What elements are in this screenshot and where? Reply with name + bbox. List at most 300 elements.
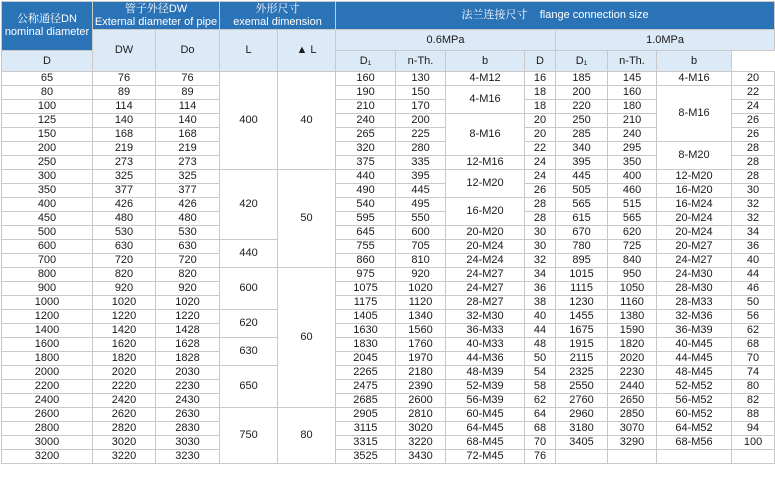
cell-do: 1428 — [156, 324, 220, 338]
cell-dw: 1420 — [93, 324, 156, 338]
col-nth: n-Th. — [396, 51, 446, 72]
cell-d1: 3430 — [396, 450, 446, 464]
cell-b-10: 94 — [732, 422, 775, 436]
cell-dn: 3200 — [2, 450, 93, 464]
cell-d-10: 185 — [556, 72, 608, 86]
cell-dn: 300 — [2, 170, 93, 184]
table-row — [2, 450, 775, 464]
cell-d1-10: 1160 — [608, 296, 657, 310]
cell-nth-10 — [657, 450, 732, 464]
cell-do: 720 — [156, 254, 220, 268]
cell-d1: 1970 — [396, 352, 446, 366]
col-d-10: D — [525, 51, 556, 72]
cell-dn: 1000 — [2, 296, 93, 310]
cell-l: 620 — [220, 310, 278, 338]
table-row — [2, 170, 775, 184]
cell-l: 630 — [220, 338, 278, 366]
table-row — [2, 226, 775, 240]
cell-nth: 16-M20 — [446, 198, 525, 226]
col-d1-10: D₁ — [556, 51, 608, 72]
cell-b: 48 — [525, 338, 556, 352]
cell-do: 140 — [156, 114, 220, 128]
cell-d: 440 — [336, 170, 396, 184]
table-row — [2, 296, 775, 310]
cell-d: 3315 — [336, 436, 396, 450]
cell-nth-10: 24-M27 — [657, 254, 732, 268]
cell-dw: 1820 — [93, 352, 156, 366]
cell-nth-10: 28-M30 — [657, 282, 732, 296]
cell-do: 219 — [156, 142, 220, 156]
header-dimension: 外形尺寸 exemal dimension — [220, 2, 336, 30]
cell-b: 18 — [525, 100, 556, 114]
cell-d1: 280 — [396, 142, 446, 156]
header-flange: 法兰连接尺寸 flange connection size — [336, 2, 775, 30]
cell-dw: 720 — [93, 254, 156, 268]
cell-d1-10: 400 — [608, 170, 657, 184]
cell-d1-10: 210 — [608, 114, 657, 128]
cell-dn: 500 — [2, 226, 93, 240]
cell-d: 755 — [336, 240, 396, 254]
cell-dw: 3020 — [93, 436, 156, 450]
cell-b-10: 70 — [732, 352, 775, 366]
table-row — [2, 310, 775, 324]
cell-nth-10: 8-M20 — [657, 142, 732, 170]
cell-d1-10: 515 — [608, 198, 657, 212]
cell-nth: 72-M45 — [446, 450, 525, 464]
cell-nth-10: 28-M33 — [657, 296, 732, 310]
cell-nth: 56-M39 — [446, 394, 525, 408]
cell-dw: 2220 — [93, 380, 156, 394]
cell-nth-10: 60-M52 — [657, 408, 732, 422]
cell-do: 1220 — [156, 310, 220, 324]
cell-dw: 820 — [93, 268, 156, 282]
cell-d: 2685 — [336, 394, 396, 408]
header-dn: 公称通径DN nominal diameter — [2, 2, 93, 51]
cell-do: 480 — [156, 212, 220, 226]
cell-d1-10: 350 — [608, 156, 657, 170]
cell-d: 190 — [336, 86, 396, 100]
cell-b-10: 56 — [732, 310, 775, 324]
cell-b-10 — [732, 450, 775, 464]
flange-spec-table — [1, 1, 775, 464]
cell-d: 3525 — [336, 450, 396, 464]
cell-dn: 900 — [2, 282, 93, 296]
header-1.0mpa: 1.0MPa — [556, 30, 775, 51]
cell-b-10: 34 — [732, 226, 775, 240]
cell-do: 530 — [156, 226, 220, 240]
cell-d-10: 3405 — [556, 436, 608, 450]
cell-nth-10: 48-M45 — [657, 366, 732, 380]
cell-b: 28 — [525, 212, 556, 226]
cell-b-10: 100 — [732, 436, 775, 450]
cell-dw: 377 — [93, 184, 156, 198]
cell-nth: 40-M33 — [446, 338, 525, 352]
cell-nth-10: 64-M52 — [657, 422, 732, 436]
cell-d1-10: 460 — [608, 184, 657, 198]
cell-d-10: 220 — [556, 100, 608, 114]
cell-do: 273 — [156, 156, 220, 170]
cell-d1: 810 — [396, 254, 446, 268]
cell-nth: 12-M16 — [446, 156, 525, 170]
cell-dw: 2820 — [93, 422, 156, 436]
cell-b-10: 30 — [732, 184, 775, 198]
cell-d1: 1760 — [396, 338, 446, 352]
cell-dw: 426 — [93, 198, 156, 212]
cell-d: 1630 — [336, 324, 396, 338]
cell-nth-10: 8-M16 — [657, 86, 732, 142]
cell-d: 490 — [336, 184, 396, 198]
cell-do: 2230 — [156, 380, 220, 394]
cell-nth: 64-M45 — [446, 422, 525, 436]
cell-d1-10: 565 — [608, 212, 657, 226]
cell-d-10: 2325 — [556, 366, 608, 380]
cell-b: 32 — [525, 254, 556, 268]
table-row — [2, 394, 775, 408]
cell-d1-10 — [608, 450, 657, 464]
cell-b-10: 22 — [732, 86, 775, 100]
cell-dw: 920 — [93, 282, 156, 296]
cell-dw: 89 — [93, 86, 156, 100]
cell-b: 54 — [525, 366, 556, 380]
cell-d-10: 2960 — [556, 408, 608, 422]
cell-b: 40 — [525, 310, 556, 324]
cell-b: 62 — [525, 394, 556, 408]
cell-dn: 3000 — [2, 436, 93, 450]
cell-dw: 1020 — [93, 296, 156, 310]
cell-dn: 350 — [2, 184, 93, 198]
cell-b-10: 50 — [732, 296, 775, 310]
cell-b: 30 — [525, 240, 556, 254]
cell-b: 44 — [525, 324, 556, 338]
cell-dn: 1800 — [2, 352, 93, 366]
cell-b: 38 — [525, 296, 556, 310]
cell-d1-10: 1820 — [608, 338, 657, 352]
cell-l: 440 — [220, 240, 278, 268]
cell-dn: 80 — [2, 86, 93, 100]
cell-do: 2430 — [156, 394, 220, 408]
table-row — [2, 436, 775, 450]
cell-d1-10: 1380 — [608, 310, 657, 324]
table-row — [2, 380, 775, 394]
cell-nth: 20-M24 — [446, 240, 525, 254]
cell-d: 2045 — [336, 352, 396, 366]
cell-dn: 2000 — [2, 366, 93, 380]
cell-d-10: 2760 — [556, 394, 608, 408]
cell-do: 3230 — [156, 450, 220, 464]
cell-d-10: 445 — [556, 170, 608, 184]
cell-do: 1020 — [156, 296, 220, 310]
cell-dn: 250 — [2, 156, 93, 170]
cell-dw: 530 — [93, 226, 156, 240]
cell-d1: 1020 — [396, 282, 446, 296]
cell-b: 24 — [525, 170, 556, 184]
cell-dw: 273 — [93, 156, 156, 170]
col-d: D — [2, 51, 93, 72]
cell-b-10: 68 — [732, 338, 775, 352]
cell-l: 750 — [220, 408, 278, 464]
cell-d-10: 3180 — [556, 422, 608, 436]
cell-b-10: 44 — [732, 268, 775, 282]
cell-d1: 2600 — [396, 394, 446, 408]
cell-dw: 2620 — [93, 408, 156, 422]
cell-d1: 130 — [396, 72, 446, 86]
cell-d-10: 505 — [556, 184, 608, 198]
cell-d-10: 1115 — [556, 282, 608, 296]
cell-d-10: 780 — [556, 240, 608, 254]
cell-d1-10: 2850 — [608, 408, 657, 422]
cell-b-10: 80 — [732, 380, 775, 394]
table-row — [2, 184, 775, 198]
cell-d-10: 1455 — [556, 310, 608, 324]
cell-d1: 1560 — [396, 324, 446, 338]
cell-b: 26 — [525, 184, 556, 198]
cell-nth-10: 4-M16 — [657, 72, 732, 86]
cell-d: 975 — [336, 268, 396, 282]
cell-nth: 32-M30 — [446, 310, 525, 324]
cell-do: 820 — [156, 268, 220, 282]
cell-d1-10: 840 — [608, 254, 657, 268]
cell-dn: 2600 — [2, 408, 93, 422]
cell-do: 3030 — [156, 436, 220, 450]
cell-d1-10: 2230 — [608, 366, 657, 380]
cell-b-10: 46 — [732, 282, 775, 296]
cell-b-10: 26 — [732, 114, 775, 128]
cell-nth-10: 20-M27 — [657, 240, 732, 254]
cell-dn: 400 — [2, 198, 93, 212]
cell-d1-10: 2020 — [608, 352, 657, 366]
cell-do: 89 — [156, 86, 220, 100]
cell-dw: 1620 — [93, 338, 156, 352]
cell-b-10: 74 — [732, 366, 775, 380]
cell-dn: 1200 — [2, 310, 93, 324]
cell-nth: 4-M16 — [446, 86, 525, 114]
cell-dn: 450 — [2, 212, 93, 226]
cell-d: 1405 — [336, 310, 396, 324]
cell-l2: 40 — [278, 72, 336, 170]
cell-d1: 150 — [396, 86, 446, 100]
cell-d1: 170 — [396, 100, 446, 114]
table-row — [2, 142, 775, 156]
cell-do: 2830 — [156, 422, 220, 436]
cell-nth-10: 20-M24 — [657, 226, 732, 240]
cell-b-10: 82 — [732, 394, 775, 408]
cell-dn: 2400 — [2, 394, 93, 408]
cell-d1: 445 — [396, 184, 446, 198]
cell-d1: 3220 — [396, 436, 446, 450]
cell-do: 1628 — [156, 338, 220, 352]
cell-d1-10: 3290 — [608, 436, 657, 450]
cell-b: 18 — [525, 86, 556, 100]
cell-do: 1828 — [156, 352, 220, 366]
cell-dw: 3220 — [93, 450, 156, 464]
cell-do: 426 — [156, 198, 220, 212]
cell-b: 68 — [525, 422, 556, 436]
cell-d-10: 2115 — [556, 352, 608, 366]
cell-nth: 12-M20 — [446, 170, 525, 198]
cell-b-10: 62 — [732, 324, 775, 338]
cell-d1-10: 1050 — [608, 282, 657, 296]
cell-nth: 52-M39 — [446, 380, 525, 394]
cell-d: 320 — [336, 142, 396, 156]
cell-l2: 50 — [278, 170, 336, 268]
cell-dn: 65 — [2, 72, 93, 86]
cell-d: 210 — [336, 100, 396, 114]
cell-d1: 200 — [396, 114, 446, 128]
cell-d1: 705 — [396, 240, 446, 254]
cell-nth: 24-M27 — [446, 282, 525, 296]
cell-b-10: 32 — [732, 198, 775, 212]
cell-d1-10: 1590 — [608, 324, 657, 338]
cell-nth: 60-M45 — [446, 408, 525, 422]
cell-b: 34 — [525, 268, 556, 282]
cell-b-10: 26 — [732, 128, 775, 142]
cell-b: 70 — [525, 436, 556, 450]
cell-d: 3115 — [336, 422, 396, 436]
table-row — [2, 212, 775, 226]
cell-nth-10: 44-M45 — [657, 352, 732, 366]
cell-b: 20 — [525, 128, 556, 142]
cell-dw: 168 — [93, 128, 156, 142]
cell-dn: 600 — [2, 240, 93, 254]
cell-do: 76 — [156, 72, 220, 86]
cell-dw: 114 — [93, 100, 156, 114]
cell-d1-10: 2650 — [608, 394, 657, 408]
cell-b: 20 — [525, 114, 556, 128]
cell-b: 16 — [525, 72, 556, 86]
cell-nth-10: 16-M20 — [657, 184, 732, 198]
cell-d-10: 250 — [556, 114, 608, 128]
col-l: L — [220, 30, 278, 72]
cell-b-10: 36 — [732, 240, 775, 254]
cell-nth-10: 20-M24 — [657, 212, 732, 226]
cell-d-10 — [556, 450, 608, 464]
table-row — [2, 254, 775, 268]
cell-d1: 2180 — [396, 366, 446, 380]
cell-dw: 2420 — [93, 394, 156, 408]
header-0.6mpa: 0.6MPa — [336, 30, 556, 51]
cell-d: 860 — [336, 254, 396, 268]
cell-nth: 36-M33 — [446, 324, 525, 338]
col-b: b — [446, 51, 525, 72]
cell-d: 645 — [336, 226, 396, 240]
cell-d1: 2390 — [396, 380, 446, 394]
table-row — [2, 268, 775, 282]
col-nth-10: n-Th. — [608, 51, 657, 72]
cell-l: 650 — [220, 366, 278, 408]
cell-b: 22 — [525, 142, 556, 156]
cell-dn: 700 — [2, 254, 93, 268]
cell-d1-10: 145 — [608, 72, 657, 86]
cell-b: 30 — [525, 226, 556, 240]
cell-nth-10: 56-M52 — [657, 394, 732, 408]
cell-nth-10: 40-M45 — [657, 338, 732, 352]
table-row — [2, 408, 775, 422]
cell-dw: 325 — [93, 170, 156, 184]
table-row — [2, 240, 775, 254]
cell-dn: 2800 — [2, 422, 93, 436]
cell-d-10: 670 — [556, 226, 608, 240]
cell-dw: 140 — [93, 114, 156, 128]
table-row — [2, 366, 775, 380]
cell-d1: 335 — [396, 156, 446, 170]
cell-d1: 495 — [396, 198, 446, 212]
cell-b: 58 — [525, 380, 556, 394]
table-row — [2, 86, 775, 100]
cell-d-10: 1230 — [556, 296, 608, 310]
table-row — [2, 338, 775, 352]
cell-b: 76 — [525, 450, 556, 464]
cell-nth: 48-M39 — [446, 366, 525, 380]
cell-d-10: 1675 — [556, 324, 608, 338]
cell-d1: 395 — [396, 170, 446, 184]
table-row — [2, 352, 775, 366]
cell-nth: 24-M27 — [446, 268, 525, 282]
cell-d-10: 285 — [556, 128, 608, 142]
cell-l: 420 — [220, 170, 278, 240]
cell-nth: 28-M27 — [446, 296, 525, 310]
cell-d: 2905 — [336, 408, 396, 422]
cell-dw: 219 — [93, 142, 156, 156]
cell-d: 1175 — [336, 296, 396, 310]
cell-d: 595 — [336, 212, 396, 226]
table-row — [2, 198, 775, 212]
cell-dn: 100 — [2, 100, 93, 114]
cell-d-10: 340 — [556, 142, 608, 156]
cell-nth-10: 16-M24 — [657, 198, 732, 212]
cell-d: 240 — [336, 114, 396, 128]
cell-d1: 550 — [396, 212, 446, 226]
cell-nth: 24-M24 — [446, 254, 525, 268]
cell-b-10: 20 — [732, 72, 775, 86]
cell-d1-10: 295 — [608, 142, 657, 156]
cell-b-10: 32 — [732, 212, 775, 226]
cell-d-10: 895 — [556, 254, 608, 268]
header-pipe-od: 管子外径DW External diameter of pipe — [93, 2, 220, 30]
cell-do: 325 — [156, 170, 220, 184]
cell-dw: 76 — [93, 72, 156, 86]
cell-d-10: 565 — [556, 198, 608, 212]
cell-d1-10: 2440 — [608, 380, 657, 394]
cell-d1-10: 160 — [608, 86, 657, 100]
cell-b-10: 88 — [732, 408, 775, 422]
cell-dn: 150 — [2, 128, 93, 142]
cell-b-10: 28 — [732, 156, 775, 170]
cell-nth: 20-M20 — [446, 226, 525, 240]
cell-d1: 2810 — [396, 408, 446, 422]
cell-nth-10: 24-M30 — [657, 268, 732, 282]
cell-d: 1075 — [336, 282, 396, 296]
cell-do: 2030 — [156, 366, 220, 380]
cell-do: 2630 — [156, 408, 220, 422]
cell-d-10: 395 — [556, 156, 608, 170]
col-do: Do — [156, 30, 220, 72]
cell-b: 50 — [525, 352, 556, 366]
cell-d: 160 — [336, 72, 396, 86]
table-row — [2, 324, 775, 338]
cell-dn: 800 — [2, 268, 93, 282]
cell-d1-10: 950 — [608, 268, 657, 282]
cell-d-10: 2550 — [556, 380, 608, 394]
cell-d1: 920 — [396, 268, 446, 282]
cell-nth-10: 32-M36 — [657, 310, 732, 324]
cell-do: 114 — [156, 100, 220, 114]
cell-nth: 4-M12 — [446, 72, 525, 86]
cell-d: 265 — [336, 128, 396, 142]
cell-b-10: 28 — [732, 142, 775, 156]
col-l2: ▲ L — [278, 30, 336, 72]
cell-d: 2475 — [336, 380, 396, 394]
cell-do: 377 — [156, 184, 220, 198]
